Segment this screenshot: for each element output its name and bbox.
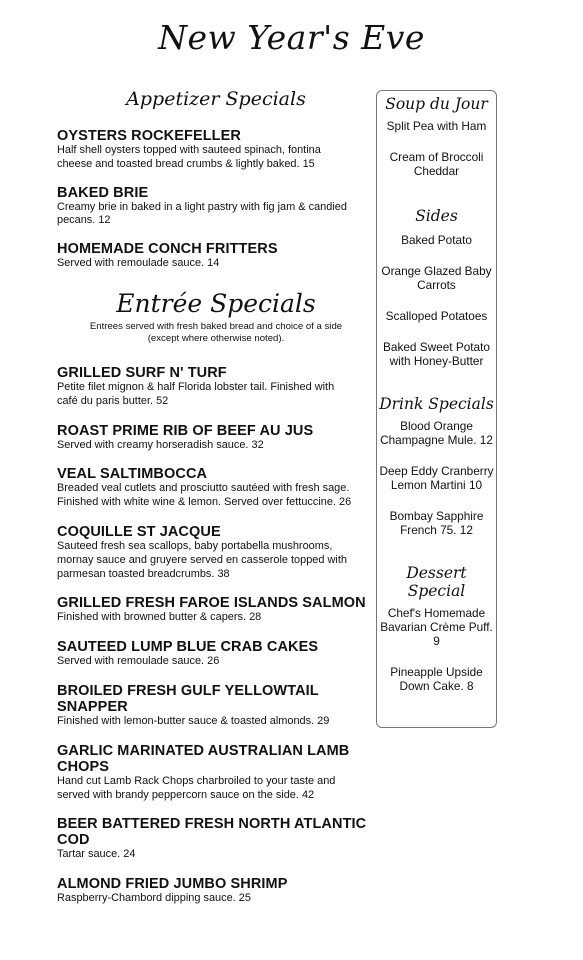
item-desc-line: Half shell oysters topped with sauteed spinach, fontina <box>57 144 321 156</box>
side-list-item: Blood Orange <box>400 419 473 433</box>
item-desc-line: pecans. 12 <box>57 214 111 227</box>
menu-item <box>57 683 375 729</box>
side-list-item: Bombay Sapphire <box>389 509 484 523</box>
menu-item <box>57 595 375 625</box>
item-desc-line: Served with creamy horseradish sauce. 32 <box>57 438 264 451</box>
item-name: ROAST PRIME RIB OF BEEF AU JUS <box>57 422 314 439</box>
dessert-heading: Dessert Special <box>406 564 467 600</box>
menu-main-column <box>57 88 375 906</box>
menu-item <box>57 816 375 862</box>
drinks-heading: Drink Specials <box>379 395 494 413</box>
item-name: BROILED FRESH GULF YELLOWTAIL SNAPPER <box>57 682 319 715</box>
menu-item <box>57 466 375 510</box>
side-list-item: Scalloped Potatoes <box>385 309 488 323</box>
item-name: COQUILLE ST JACQUE <box>57 523 221 540</box>
item-desc-line: Finished with white wine & lemon. Served over fettuccine. 26 <box>57 496 352 509</box>
side-list-item: Cheddar <box>413 164 460 178</box>
item-desc-line: Sauteed fresh sea scallops, baby portabella mushrooms, <box>57 539 333 552</box>
item-desc-line: served with brandy peppercorn sauce on the side. 42 <box>57 788 315 801</box>
page-title: New Year's Eve <box>158 18 425 57</box>
menu-item <box>57 241 375 271</box>
item-desc-line: Hand cut Lamb Rack Chops charbroiled to your taste and <box>57 774 336 787</box>
item-desc-line: Creamy brie in baked in a light pastry with fig jam & candied <box>57 200 347 213</box>
menu-item <box>57 128 375 172</box>
menu-item <box>57 423 375 453</box>
side-list-item: Cream of Broccoli <box>389 150 484 164</box>
item-desc-line: Petite filet mignon & half Florida lobster tail. Finished with <box>57 380 335 393</box>
sides-heading: Sides <box>415 207 458 225</box>
item-desc-line: café du paris butter. 52 <box>57 394 169 407</box>
item-desc-line: cheese and toasted bread crumbs & lightly baked. 15 <box>57 157 315 170</box>
item-desc-line: Tartar sauce. 24 <box>57 848 136 861</box>
side-list-item: Chef's Homemade <box>387 606 486 620</box>
soup-heading: Soup du Jour <box>385 95 488 113</box>
item-name: OYSTERS ROCKEFELLER <box>57 128 241 144</box>
item-name: GRILLED FRESH FAROE ISLANDS SALMON <box>57 595 366 612</box>
side-list-item: Deep Eddy Cranberry <box>379 464 494 478</box>
item-name: ALMOND FRIED JUMBO SHRIMP <box>57 876 288 893</box>
item-name: VEAL SALTIMBOCCA <box>57 466 208 483</box>
item-name: BEER BATTERED FRESH NORTH ATLANTIC COD <box>57 816 367 849</box>
side-list-item: Orange Glazed Baby <box>381 264 492 278</box>
side-list-item: 9 <box>433 634 440 648</box>
menu-item <box>57 365 375 409</box>
side-list-item: Baked Sweet Potato <box>383 340 490 354</box>
side-list-item: Pineapple Upside <box>390 665 483 679</box>
appetizer-heading: Appetizer Specials <box>126 88 306 110</box>
item-name: GARLIC MARINATED AUSTRALIAN LAMB CHOPS <box>57 742 350 775</box>
entree-heading: Entrée Specials <box>116 288 316 318</box>
entree-note-line: Entrees served with fresh baked bread and choice of a side <box>89 320 343 332</box>
menu-item <box>57 185 375 229</box>
side-list-item: Champagne Mule. 12 <box>380 433 493 447</box>
side-list-item: Split Pea with Ham <box>386 119 487 133</box>
item-desc-line: Served with remoulade sauce. 14 <box>57 257 220 270</box>
item-desc-line: Served with remoulade sauce. 26 <box>57 655 220 668</box>
item-name: BAKED BRIE <box>57 184 149 201</box>
item-name: SAUTEED LUMP BLUE CRAB CAKES <box>57 639 319 656</box>
side-list-item: Baked Potato <box>401 233 472 247</box>
side-list-item: French 75. 12 <box>400 523 473 537</box>
specials-sidebar <box>376 90 497 728</box>
item-desc-line: mornay sauce and gruyere served en casserole topped with <box>57 553 347 566</box>
item-name: HOMEMADE CONCH FRITTERS <box>57 241 278 258</box>
item-desc-line: parmesan toasted breadcrumbs. 38 <box>57 567 230 580</box>
menu-item <box>57 524 375 581</box>
item-desc-line: Breaded veal cutlets and prosciutto sautéed with fresh sage. <box>57 482 350 495</box>
item-desc-line: Finished with browned butter & capers. 28 <box>57 611 262 624</box>
menu-item <box>57 876 375 906</box>
item-desc-line: Finished with lemon-butter sauce & toasted almonds. 29 <box>57 714 330 727</box>
entree-note-line: (except where otherwise noted). <box>147 332 285 344</box>
item-desc-line: Raspberry-Chambord dipping sauce. 25 <box>57 892 251 905</box>
side-list-item: Lemon Martini 10 <box>390 478 483 492</box>
side-list-item: Carrots <box>417 278 456 292</box>
menu-item <box>57 743 375 803</box>
item-name: GRILLED SURF N' TURF <box>57 364 227 381</box>
menu-item <box>57 639 375 669</box>
side-list-item: Bavarian Crème Puff. <box>380 620 493 634</box>
side-list-item: with Honey-Butter <box>389 354 484 368</box>
side-list-item: Down Cake. 8 <box>399 679 474 693</box>
